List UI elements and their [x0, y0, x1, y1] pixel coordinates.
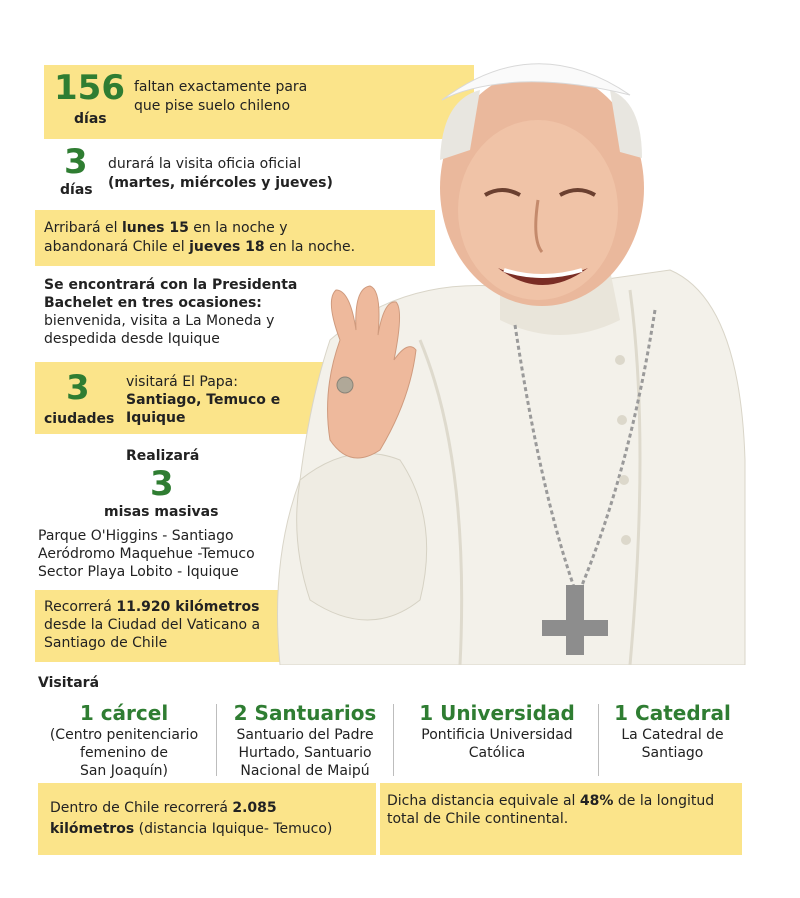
bachelet-line-2: Bachelet en tres ocasiones: — [44, 295, 262, 311]
distance-line-3: Santiago de Chile — [44, 635, 168, 651]
visit-item-desc: San Joaquín) — [79, 763, 169, 779]
visit-item-title: 1 cárcel — [79, 701, 169, 725]
visit-days-text-1: durará la visita oficia oficial — [108, 156, 302, 172]
inside-chile-line-2: kilómetros (distancia Iquique- Temuco) — [50, 821, 333, 837]
visit-item-title: 2 Santuarios — [233, 701, 377, 725]
visit-item-desc: Santuario del Padre — [236, 727, 374, 743]
visit-item-catedral — [600, 700, 745, 762]
days-until-number: 156 — [54, 68, 125, 108]
pope-photo — [270, 40, 750, 665]
cities-text-3: Iquique — [126, 410, 186, 426]
visit-days-text-2: (martes, miércoles y jueves) — [108, 175, 333, 191]
masses-place-3: Sector Playa Lobito - Iquique — [38, 564, 239, 580]
visit-days-number: 3 — [64, 142, 88, 182]
visit-item-desc: La Catedral de — [621, 727, 724, 743]
visit-item-desc: Santiago — [641, 745, 704, 761]
bachelet-line-1: Se encontrará con la Presidenta — [44, 277, 298, 293]
arrival-line-1: Arribará el lunes 15 en la noche y — [44, 220, 288, 236]
visit-item-desc: Católica — [468, 745, 526, 761]
days-until-unit: días — [74, 111, 107, 127]
visit-item-desc: femenino de — [80, 745, 168, 761]
divider — [598, 704, 599, 776]
distance-line-2: desde la Ciudad del Vaticano a — [44, 617, 261, 633]
distance-line-1: Recorrerá 11.920 kilómetros — [44, 599, 260, 615]
days-until-text-2: que pise suelo chileno — [134, 98, 291, 114]
cities-text-2: Santiago, Temuco e — [126, 392, 281, 408]
visit-item-desc: Nacional de Maipú — [240, 763, 370, 779]
visit-item-title: 1 Catedral — [614, 701, 731, 725]
cities-unit: ciudades — [44, 411, 115, 427]
visit-heading: Visitará — [38, 675, 100, 691]
inside-chile-line-1: Dentro de Chile recorrerá 2.085 — [50, 800, 277, 816]
divider — [393, 704, 394, 776]
band-inside-chile — [38, 783, 376, 855]
equivalence-line-1: Dicha distancia equivale al 48% de la longitud — [387, 793, 715, 809]
bachelet-line-4: despedida desde Iquique — [44, 331, 220, 347]
cities-number: 3 — [66, 368, 90, 408]
masses-unit: misas masivas — [104, 504, 219, 520]
visit-item-carcel — [34, 700, 214, 780]
sleeve — [297, 453, 427, 620]
visit-item-desc: Pontificia Universidad — [421, 727, 573, 743]
masses-place-2: Aeródromo Maquehue -Temuco — [38, 546, 255, 562]
visit-item-desc: Hurtado, Santuario — [238, 745, 372, 761]
arrival-line-2: abandonará Chile el jueves 18 en la noche. — [44, 239, 356, 255]
visit-days-unit: días — [60, 182, 93, 198]
visit-item-desc: (Centro penitenciario — [49, 727, 199, 743]
masses-number: 3 — [150, 464, 174, 504]
visit-item-santuarios — [220, 700, 390, 780]
masses-place-1: Parque O'Higgins - Santiago — [38, 528, 234, 544]
visit-item-universidad — [398, 700, 596, 762]
masses-pre: Realizará — [126, 448, 200, 464]
cities-text-1: visitará El Papa: — [126, 374, 238, 390]
equivalence-line-2: total de Chile continental. — [387, 811, 569, 827]
bachelet-line-3: bienvenida, visita a La Moneda y — [44, 313, 275, 329]
days-until-text-1: faltan exactamente para — [134, 79, 308, 95]
divider — [216, 704, 217, 776]
visit-item-title: 1 Universidad — [419, 701, 575, 725]
